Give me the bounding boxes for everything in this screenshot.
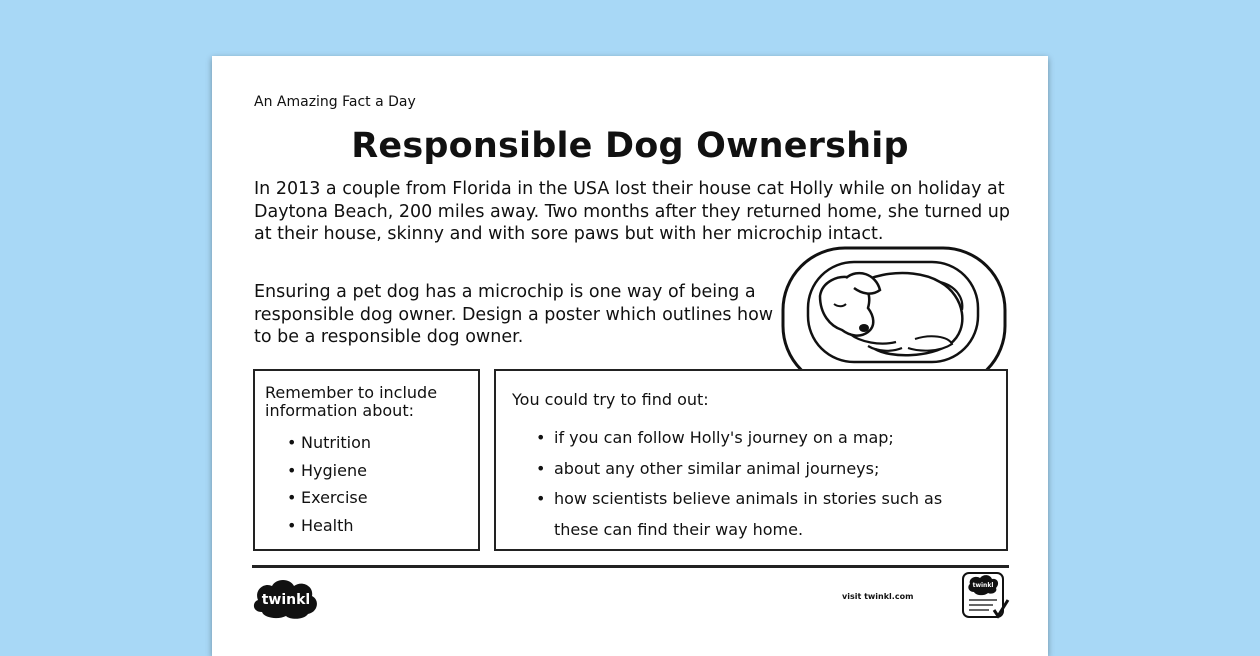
- footer-divider: [252, 565, 1009, 568]
- quality-badge-icon: [960, 570, 1010, 622]
- list-item: • Health: [287, 512, 371, 540]
- list-item: • if you can follow Holly's journey on a map;: [536, 423, 986, 454]
- logo-text: twinkl: [261, 592, 311, 608]
- page-title: Responsible Dog Ownership: [351, 126, 909, 166]
- find-out-heading: You could try to find out:: [512, 390, 709, 409]
- find-out-box: [494, 369, 1008, 551]
- list-item: • Hygiene: [287, 457, 371, 485]
- task-paragraph: Ensuring a pet dog has a microchip is one way of being a responsible dog owner. Design a poster which outlines how to be a responsible dog owner.: [254, 282, 774, 347]
- remember-heading: Remember to include information about:: [265, 383, 438, 420]
- series-label: An Amazing Fact a Day: [254, 94, 416, 110]
- list-item: • Exercise: [287, 484, 371, 512]
- visit-link[interactable]: visit twinkl.com: [842, 592, 914, 601]
- find-out-list: [536, 423, 986, 545]
- remember-list: [287, 429, 371, 539]
- list-item: • Nutrition: [287, 429, 371, 457]
- fact-paragraph: In 2013 a couple from Florida in the USA lost their house cat Holly while on holiday at Daytona Beach, 200 miles away. Two months after they returned home, she turned up at their house, skinny and with sore paws but with her microchip intact.: [254, 179, 1011, 244]
- remember-box: [253, 369, 480, 551]
- twinkl-logo: [250, 576, 322, 620]
- list-item: • how scientists believe animals in stories such as these can find their way home.: [536, 484, 986, 545]
- list-item: • about any other similar animal journeys;: [536, 454, 986, 485]
- worksheet-page: [212, 56, 1048, 656]
- badge-text: twinkl: [972, 582, 994, 589]
